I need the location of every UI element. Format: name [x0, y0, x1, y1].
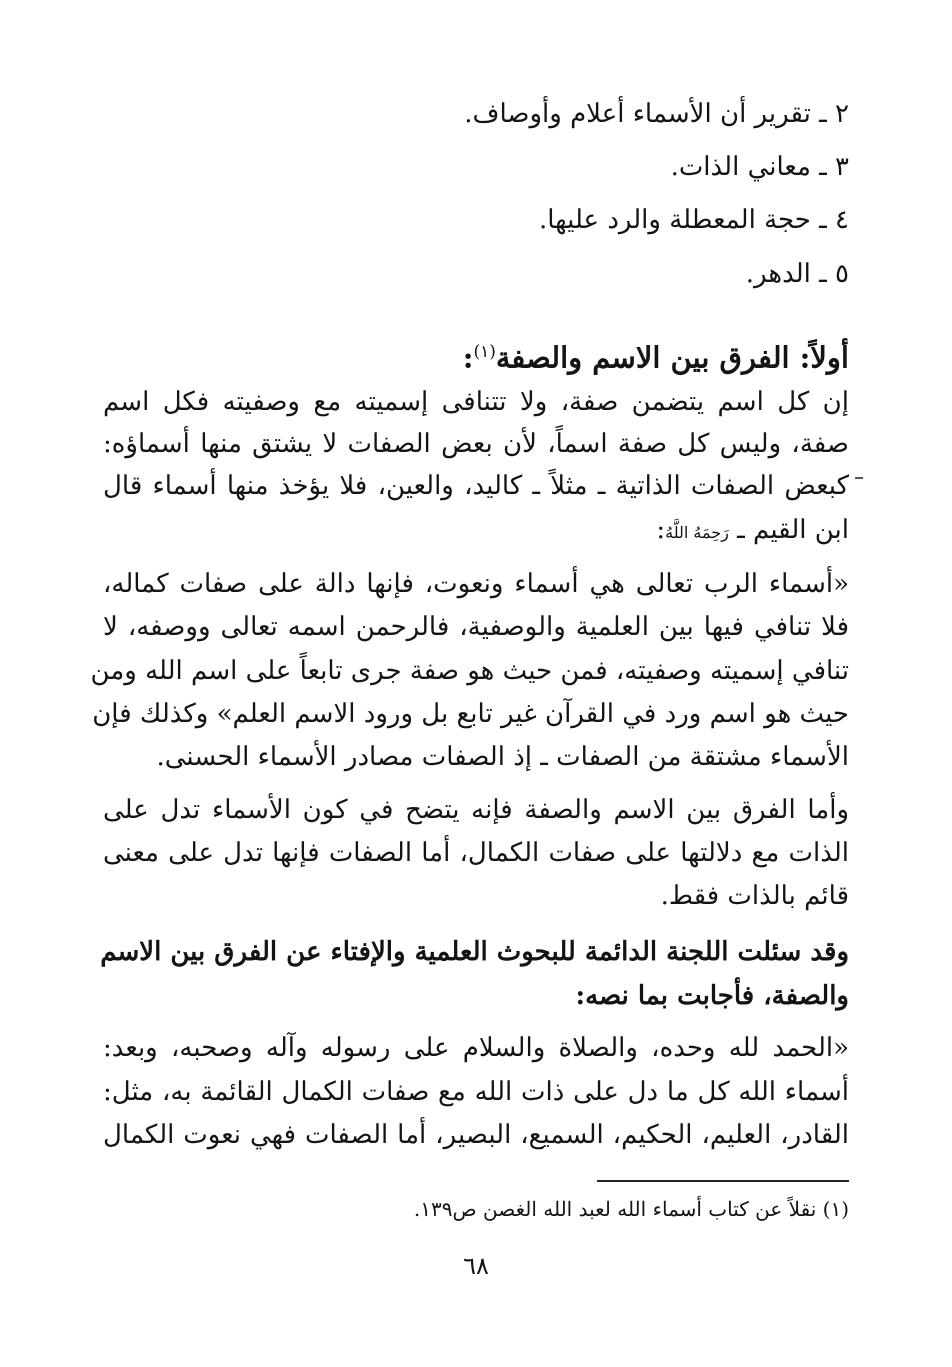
quote2-line-2: أسماء الله كل ما دل على ذات الله مع صفات الكمال القائمة به، مثل: — [103, 1077, 849, 1107]
paragraph2-line-3: قائم بالذات فقط. — [660, 881, 849, 911]
quote1-line-3: تنافي إسميته وصفيته، فمن حيث هو صفة جرى تابعاً على اسم الله ومن — [90, 656, 849, 686]
quote1-line-4: حيث هو اسم ورد في القرآن غير تابع بل ورود الاسم العلم» وكذلك فإن — [92, 699, 849, 729]
quote2-line-1: «الحمد لله وحده، والصلاة والسلام على رسوله وآله وصحبه، وبعد: — [103, 1033, 849, 1063]
footnote-rule — [597, 1180, 849, 1182]
paragraph2-line-2: الذات مع دلالتها على صفات الكمال، أما الصفات فإنها تدل على معنى — [103, 838, 849, 868]
quote1-line-5: الأسماء مشتقة من الصفات ـ إذ الصفات مصادر الأسماء الحسنى. — [156, 742, 849, 772]
bold-paragraph-line-2: والصفة، فأجابت بما نصه: — [575, 981, 849, 1011]
list-item-2: ٢ ـ تقرير أن الأسماء أعلام وأوصاف. — [464, 99, 849, 129]
paragraph2-line-1: وأما الفرق بين الاسم والصفة فإنه يتضح في كون الأسماء تدل على — [103, 795, 849, 825]
list-item-3: ٣ ـ معاني الذات. — [670, 152, 849, 182]
paragraph1-line-1: إن كل اسم يتضمن صفة، ولا تتنافى إسميته مع وصفيته فكل اسم — [103, 387, 849, 417]
quote1-line-1: «أسماء الرب تعالى هي أسماء ونعوت، فإنها دالة على صفات كماله، — [103, 569, 849, 599]
heading-tail: : — [462, 340, 474, 375]
paragraph1-line-3: كبعض الصفات الذاتية ـ مثلاً ـ كاليد، والعين، فلا يؤخذ منها أسماء قال — [103, 471, 849, 501]
quote2-line-3: القادر، العليم، الحكيم، السميع، البصير، أما الصفات فهي نعوت الكمال — [103, 1120, 849, 1150]
paragraph1-line-4 — [103, 506, 849, 557]
bold-paragraph-line-1: وقد سئلت اللجنة الدائمة للبحوث العلمية والإفتاء عن الفرق بين الاسم — [100, 937, 849, 967]
paragraph1-last-tail: : — [656, 515, 666, 545]
list-item-4: ٤ ـ حجة المعطلة والرد عليها. — [538, 205, 849, 235]
margin-mark — [855, 477, 863, 479]
section-heading — [103, 328, 849, 382]
footnote: (١) نقلاً عن كتاب أسماء الله لعبد الله الغصن ص١٣٩. — [413, 1197, 849, 1221]
heading-footnote-ref: (١) — [473, 342, 496, 362]
page-number: ٦٨ — [463, 1252, 489, 1280]
honorific-glyph: رَحِمَهُ اللَّهُ — [665, 523, 729, 542]
quote1-line-2: فلا تنافي فيها بين العلمية والوصفية، فالرحمن اسمه تعالى ووصفه، لا — [103, 612, 849, 642]
heading-text: أولاً: الفرق بين الاسم والصفة — [495, 340, 849, 375]
paragraph1-line-2: صفة، وليس كل صفة اسماً، لأن بعض الصفات لا يشتق منها أسماؤه: — [103, 429, 849, 459]
paragraph1-last-text: ابن القيم ـ — [737, 515, 849, 545]
list-item-5: ٥ ـ الدهر. — [745, 259, 849, 289]
